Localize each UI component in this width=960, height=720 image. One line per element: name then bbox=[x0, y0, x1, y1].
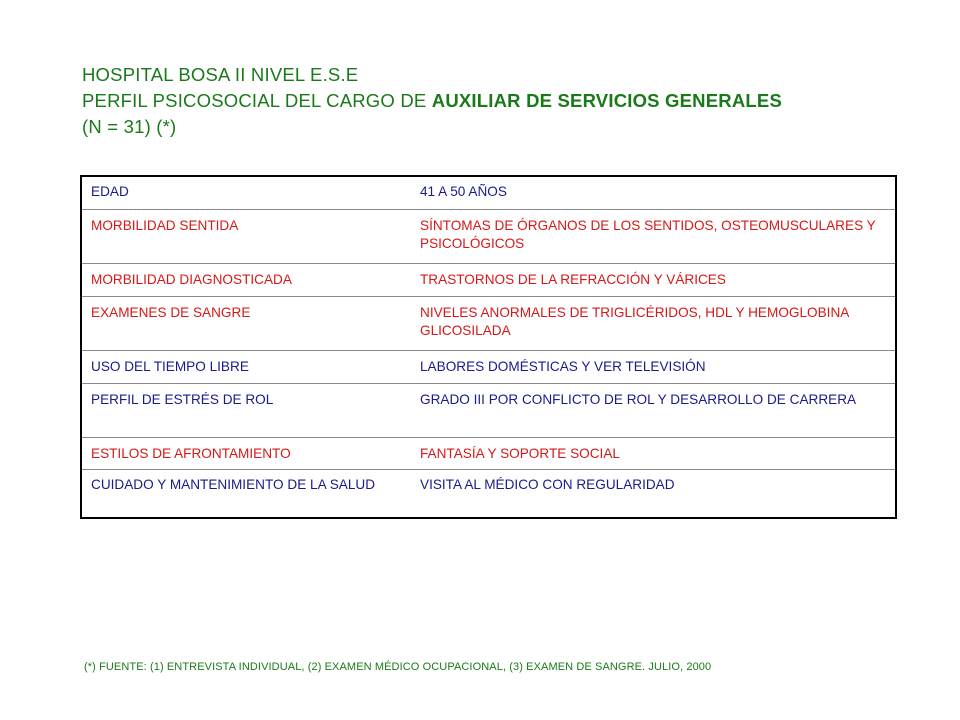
page-title bbox=[82, 62, 902, 140]
title-hospital-name: HOSPITAL BOSA II NIVEL E.S.E bbox=[82, 64, 359, 85]
table-row bbox=[82, 296, 895, 350]
row-value: LABORES DOMÉSTICAS Y VER TELEVISIÓN bbox=[420, 359, 706, 374]
row-label: EDAD bbox=[91, 184, 129, 199]
table-row bbox=[82, 469, 895, 517]
row-value: FANTASÍA Y SOPORTE SOCIAL bbox=[420, 446, 620, 461]
title-sample-size: (N = 31) (*) bbox=[82, 116, 177, 137]
row-label: EXAMENES DE SANGRE bbox=[91, 305, 251, 320]
table-row bbox=[82, 263, 895, 296]
row-label: ESTILOS DE AFRONTAMIENTO bbox=[91, 446, 291, 461]
table-row bbox=[82, 383, 895, 437]
title-profile-line bbox=[82, 88, 902, 114]
row-label: MORBILIDAD SENTIDA bbox=[91, 218, 239, 233]
table-row bbox=[82, 209, 895, 263]
table-row bbox=[82, 437, 895, 469]
source-footnote: (*) FUENTE: (1) ENTREVISTA INDIVIDUAL, (2) EXAMEN MÉDICO OCUPACIONAL, (3) EXAMEN DE SANGRE. JULIO, 2000 bbox=[84, 661, 712, 673]
row-label: PERFIL DE ESTRÉS DE ROL bbox=[91, 392, 274, 407]
row-label: MORBILIDAD DIAGNOSTICADA bbox=[91, 272, 292, 287]
row-value: TRASTORNOS DE LA REFRACCIÓN Y VÁRICES bbox=[420, 272, 726, 287]
row-value: VISITA AL MÉDICO CON REGULARIDAD bbox=[420, 477, 675, 492]
table-row bbox=[82, 177, 895, 209]
title-job-role: AUXILIAR DE SERVICIOS GENERALES bbox=[431, 90, 782, 111]
row-value: 41 A 50 AÑOS bbox=[420, 184, 507, 199]
row-label: USO DEL TIEMPO LIBRE bbox=[91, 359, 249, 374]
row-label: CUIDADO Y MANTENIMIENTO DE LA SALUD bbox=[91, 477, 376, 492]
row-value: SÍNTOMAS DE ÓRGANOS DE LOS SENTIDOS, OSTEOMUSCULARES Y PSICOLÓGICOS bbox=[420, 218, 876, 251]
title-profile-prefix: PERFIL PSICOSOCIAL DEL CARGO DE bbox=[82, 90, 432, 111]
row-value: GRADO III POR CONFLICTO DE ROL Y DESARROLLO DE CARRERA bbox=[420, 392, 857, 407]
table-row bbox=[82, 350, 895, 383]
profile-table bbox=[80, 175, 897, 519]
row-value: NIVELES ANORMALES DE TRIGLICÉRIDOS, HDL Y HEMOGLOBINA GLICOSILADA bbox=[420, 305, 849, 338]
